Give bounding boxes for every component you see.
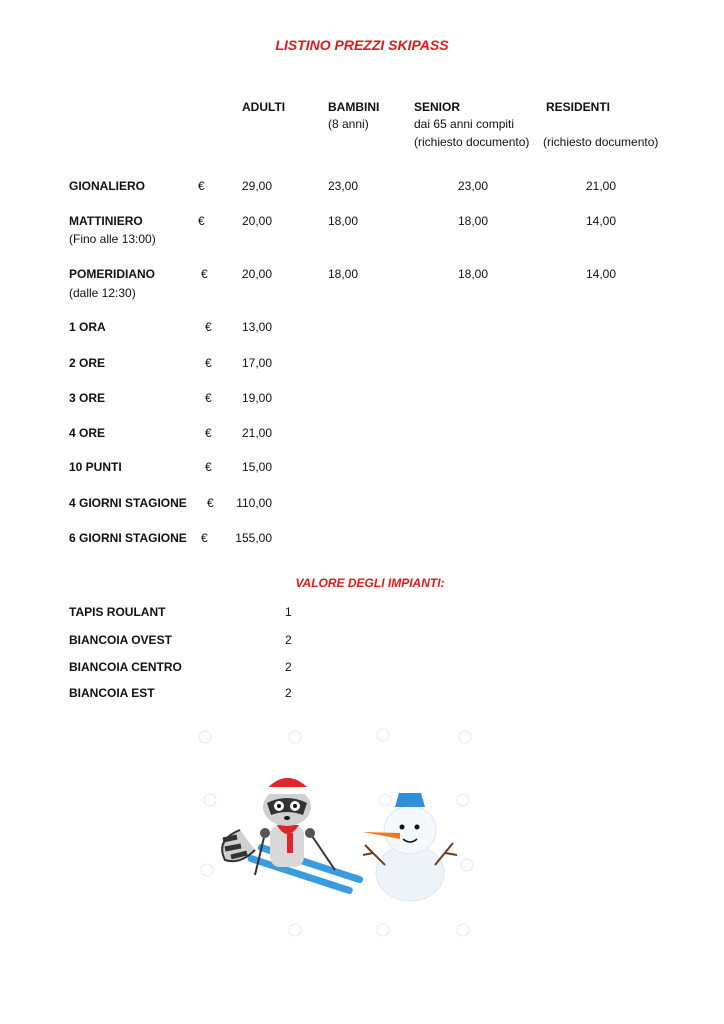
- header-senior-sub-age: dai 65 anni compiti: [414, 117, 515, 131]
- currency-symbol: €: [205, 320, 212, 334]
- row-label: 1 ORA: [69, 320, 106, 334]
- currency-symbol: €: [201, 267, 208, 281]
- row-label: 3 ORE: [69, 391, 106, 405]
- price-senior: 23,00: [457, 179, 488, 193]
- price-adulti: 15,00: [241, 460, 272, 474]
- currency-symbol: €: [198, 179, 205, 193]
- impianto-value: 2: [285, 660, 292, 674]
- page-title: LISTINO PREZZI SKIPASS: [275, 37, 449, 53]
- row-note: (dalle 12:30): [69, 286, 136, 300]
- price-bambini: 18,00: [327, 214, 358, 228]
- price-adulti: 17,00: [241, 356, 272, 370]
- price-senior: 18,00: [457, 214, 488, 228]
- row-label: 4 GIORNI STAGIONE: [69, 496, 187, 510]
- price-residenti: 21,00: [585, 179, 616, 193]
- header-senior-sub-doc: (richiesto documento): [414, 135, 530, 149]
- impianto-name: BIANCOIA CENTRO: [69, 660, 182, 674]
- currency-symbol: €: [207, 496, 214, 510]
- price-senior: 18,00: [457, 267, 488, 281]
- price-adulti: 19,00: [241, 391, 272, 405]
- snowman-figure: [363, 793, 457, 901]
- currency-symbol: €: [205, 460, 212, 474]
- currency-symbol: €: [205, 426, 212, 440]
- skiing-raccoon-snowman-illustration: [195, 715, 485, 955]
- price-bambini: 23,00: [327, 179, 358, 193]
- price-adulti: 21,00: [241, 426, 272, 440]
- header-bambini: BAMBINI: [328, 100, 380, 114]
- impianto-name: BIANCOIA OVEST: [69, 633, 172, 647]
- header-residenti-sub: (richiesto documento): [543, 135, 659, 149]
- price-adulti: 29,00: [241, 179, 272, 193]
- row-label: MATTINIERO: [69, 214, 143, 228]
- row-label: 2 ORE: [69, 356, 106, 370]
- currency-symbol: €: [205, 391, 212, 405]
- row-note: (Fino alle 13:00): [69, 232, 156, 246]
- currency-symbol: €: [201, 531, 208, 545]
- impianti-title: VALORE DEGLI IMPIANTI:: [295, 576, 445, 590]
- impianto-value: 2: [285, 686, 292, 700]
- row-label: GIONALIERO: [69, 179, 146, 193]
- row-label: POMERIDIANO: [69, 267, 156, 281]
- header-adulti: ADULTI: [242, 100, 286, 114]
- row-label: 10 PUNTI: [69, 460, 122, 474]
- header-bambini-sub: (8 anni): [328, 117, 369, 131]
- price-adulti: 13,00: [241, 320, 272, 334]
- price-bambini: 18,00: [327, 267, 358, 281]
- header-residenti: RESIDENTI: [546, 100, 611, 114]
- impianto-name: TAPIS ROULANT: [69, 605, 166, 619]
- currency-symbol: €: [198, 214, 205, 228]
- impianto-value: 2: [285, 633, 292, 647]
- header-senior: SENIOR: [414, 100, 461, 114]
- impianto-value: 1: [285, 605, 292, 619]
- impianto-name: BIANCOIA EST: [69, 686, 155, 700]
- price-residenti: 14,00: [585, 214, 616, 228]
- row-label: 4 ORE: [69, 426, 106, 440]
- currency-symbol: €: [205, 356, 212, 370]
- price-adulti: 155,00: [235, 531, 272, 545]
- price-adulti: 110,00: [236, 496, 272, 510]
- price-residenti: 14,00: [585, 267, 616, 281]
- raccoon-figure: [222, 772, 364, 895]
- row-label: 6 GIORNI STAGIONE: [69, 531, 187, 545]
- price-adulti: 20,00: [241, 214, 272, 228]
- price-adulti: 20,00: [241, 267, 272, 281]
